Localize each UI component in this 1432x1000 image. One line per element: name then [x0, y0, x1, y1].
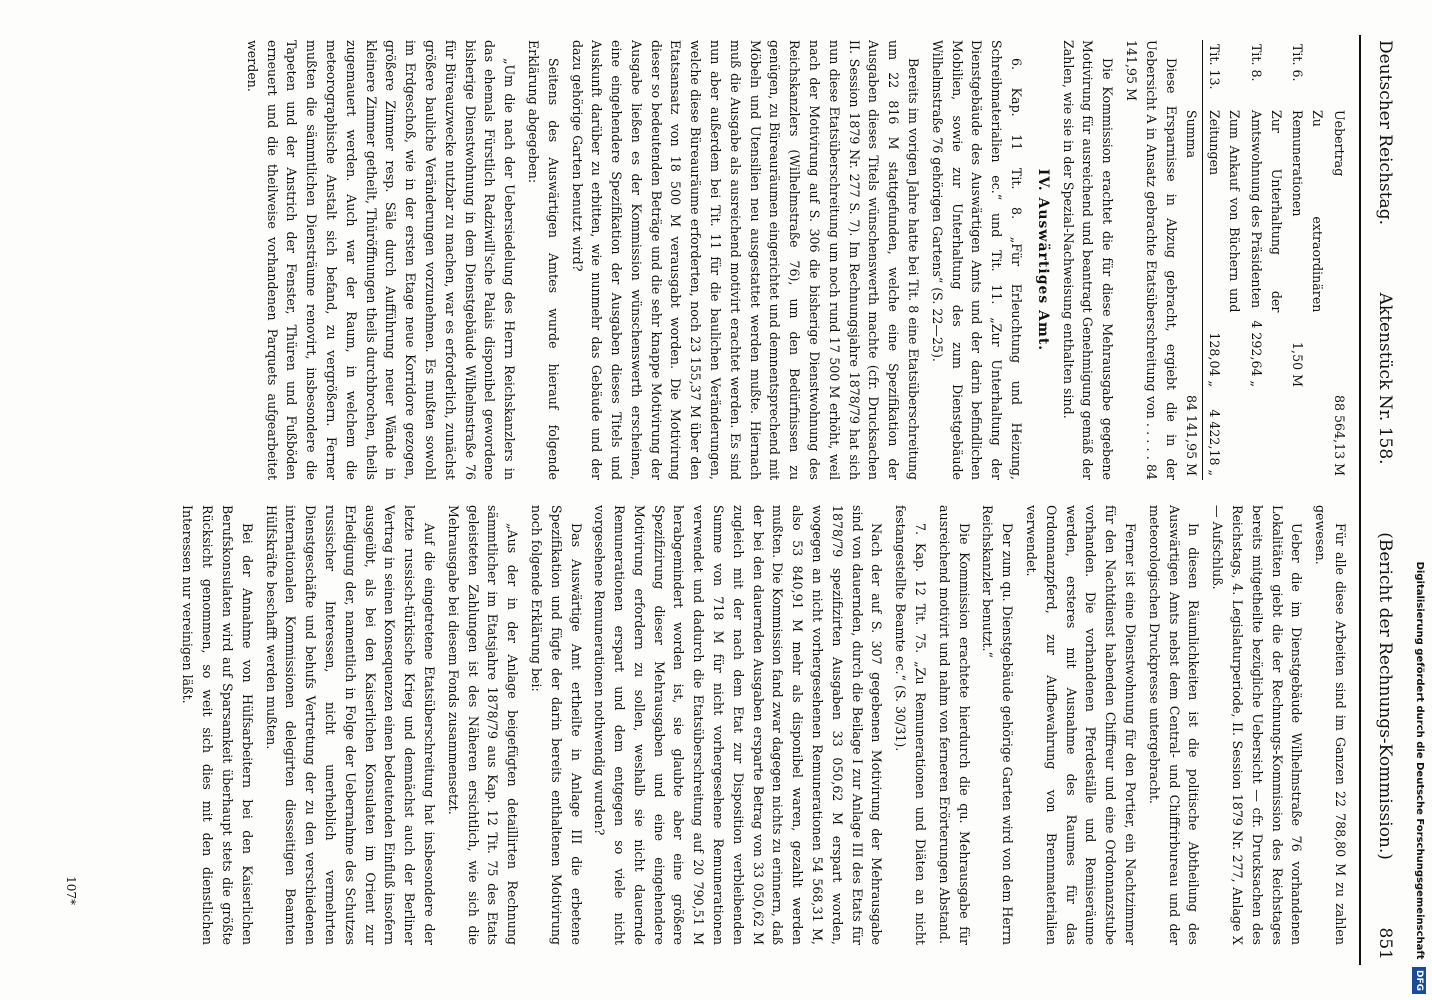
ledger-text: Zur Unterhaltung der Amtswohnung des Präsidenten	[1248, 110, 1284, 313]
paragraph: Der zum qu. Dienstgebäude gehörige Garten wird von dem Herrn Reichskanzler benutzt.“	[980, 505, 1016, 945]
dfg-logo: DFG	[1412, 967, 1426, 994]
header-rule	[1359, 35, 1361, 965]
left-paragraphs	[1058, 40, 1181, 480]
header-right: (Bericht der Rechnungs-Kommission.)	[1375, 532, 1395, 860]
ledger-amount	[1287, 391, 1329, 480]
ledger-sub: 4 292,64 „	[1248, 320, 1264, 387]
right-column	[50, 505, 1350, 945]
ledger-label	[1181, 40, 1203, 106]
ledger-sub	[1181, 316, 1203, 391]
header-center: Aktenstück Nr. 158.	[1375, 292, 1395, 465]
paragraph: „Um die nach der Uebersiedelung des Herrn Reichskanzlers in das ehemals Fürstlich Radziwill'sche Palais disponibel gewordene bisherige Dienstwohnung in dem Dienstgebäude Wilhelmstraße 76 für Büreauzwecke nutzbar zu machen, war es erforderlich, zunächst größere bauliche Veränderungen vorzunehmen. Es mußten sowohl im Erdgeschoß, wie in der ersten Etage neue Korridore gezogen, größere Zimmer resp. Säle durch Aufführung neuer Wände in kleinere Zimmer getheilt, Thüröffnungen theils durchbrochen, theils zugemauert werden. Auch war der Raum, in welchem die meteorographische Anstalt sich befand, zu vergrößern. Ferner mußten die sämmtlichen Diensträume renovirt, insbesondere die Tapeten und der Anstrich der Fenster, Thüren und Fußböden erneuert und die theilweise vorhandenen Parquets aufgearbeitet werden.	[244, 40, 518, 480]
paragraph: Diese Ersparnisse in Abzug gebracht, ergiebt die in der Uebersicht A in Ansatz gebrachte Etatsüberschreitung von . . . . . 84 141,95 M	[1124, 40, 1179, 480]
paragraph: Ferner ist eine Dienstwohnung für den Portier, ein Nachtzimmer für den Nachtdienst habenden Chiffreur und eine Ordonnanzstube vorhanden. Die vorhandenen Pferdeställe und Remiseräume werden, ersteres mit Ausnahme des Raumes für das Ordonnanzpferd, zur Aufbewahrung von Brennmaterialien verwendet.	[1024, 505, 1139, 945]
paragraph: Für alle diese Arbeiten sind im Ganzen 22 788,80 M zu zahlen gewesen.	[1313, 505, 1348, 945]
ledger-row	[1203, 40, 1245, 480]
ledger-label: Tit. 8.	[1248, 44, 1264, 82]
ledger-table	[1181, 40, 1350, 480]
ledger-label	[1328, 40, 1350, 106]
paragraph: Die Kommission erachtet die für diese Mehrausgabe gegebene Motivirung für ausreichend und beantragt Genehmigung gemäß der Zahlen, wie sie in der Spezial-Nachweisung enthalten sind.	[1060, 40, 1116, 480]
left-column	[50, 40, 1350, 480]
paragraph: Bereits im vorigen Jahre hatte bei Tit. 8 eine Etatsüberschreitung um 22 816 M stattgefunden, welche eine Spezifikation der Ausgaben dieses Titels wünschenswerth machte (cfr. Drucksachen II. Session 1879 Nr. 277 S. 7). Im Rechnungsjahre 1878/79 hat sich nun diese Etatsüberschreitung um noch rund 17 500 M erhöht, weil nach der Motivirung auf S. 306 die bisherige Dienstwohnung des Reichskanzlers (Wilhelmstraße 76), um den Bedürfnissen zu genügen, zu Büreauräumen eingerichtet und demnentsprechend mit Möbeln und Utensilien neu ausgestattet werden mußte. Hiernach muß die Ausgabe als ausreichend motivirt erachtet werden. Es sind nun aber außerdem bei Tit. 11 für die baulichen Veränderungen, welche diese Büreauräume erforderten, noch 23 155,37 M über den Etatsansatz von 18 500 M verausgabt worden. Die Motivirung dieser so bedeutenden Beträge und die sehr knappe Motivirung der Ausgabe ließen es der Kommission wünschenswerth erscheinen, eine eingehendere Spezifikation der Ausgaben dieses Titels und Auskunft darüber zu erbitten, wie nunmehr das Gebäude und der dazu gehörige Garten benutzt wird?	[569, 40, 922, 480]
paragraph: Seitens des Auswärtigen Amtes wurde hierauf folgende Erklärung abgegeben:	[525, 40, 561, 480]
paragraph: Auf die eingetretene Etatsüberschreitung hat insbesondere der letzte russisch-türkische Krieg und demnächst auch der Berliner Vertrag in seinen Konsequenzen einen bedeutenden Einfluß insofern ausgeübt, als bei den Kaiserlichen Konsulaten im Orient zur Erledigung der, namentlich in Folge der Uebernahme des Schutzes russischer Interessen, nicht unerheblich vermehrten Dienstgeschäfte und behufs Vertretung der zu den verschiedenen internationalen Kommissionen delegirten diesseitigen Beamten Hülfskräfte beschafft werden mußten.	[263, 505, 437, 945]
ledger-amount	[1245, 391, 1287, 480]
rotated-page	[25, 0, 1405, 1000]
ledger-row	[1328, 40, 1350, 480]
signature-mark: 107*	[63, 876, 78, 905]
ledger-label: Tit. 6.	[1290, 44, 1306, 82]
paragraph: Das Auswärtige Amt ertheilte in Anlage III die erbetene Spezifikation und fügte der darin bereits enthaltenen Motivirung noch folgende Erklärung bei:	[528, 505, 584, 945]
ledger-label: Tit. 13.	[1207, 44, 1223, 90]
ledger-sub: 128,04 „	[1207, 332, 1223, 387]
ledger-text: Uebertrag	[1332, 110, 1347, 177]
running-header	[1365, 40, 1405, 960]
header-left: Deutscher Reichstag.	[1375, 40, 1395, 225]
dfg-caption: Digitalisierung gefördert durch die Deutsche Forschungsgemeinschaft	[1414, 561, 1425, 960]
left-paragraphs-2	[242, 40, 1026, 480]
section-heading: IV. Auswärtiges Amt.	[1034, 168, 1051, 352]
ledger-text: Summa	[1181, 106, 1203, 316]
ledger-amount: 4 422,18 „	[1207, 409, 1223, 476]
ledger-row	[1287, 40, 1329, 480]
paragraph: „Aus der in der Anlage beigefügten detaillirten Rechnung sämmtlicher im Etatsjahre 1878/79 aus Kap. 12 Tit. 75 des Etats geleisteten Zahlungen ist des Näheren ersichtlich, wie sich die Mehrausgabe bei diesem Fonds zusammensetzt.	[445, 505, 521, 945]
paragraph: 6. Kap. 11 Tit. 8. „Für Erleuchtung und Heizung, Schreibmaterialien ec.“ und Tit. 11. „Zur Unterhaltung der Dienstgebäude des Auswärtigen Amts und der darin befindlichen Mobilien, sowie zur Unterhaltung des zum Dienstgebäude Wilhelmstraße 76 gehörigen Gartens“ (S. 22—25).	[929, 40, 1025, 480]
ledger-row	[1245, 40, 1287, 480]
paragraph: Nach der auf S. 307 gegebenen Motivirung der Mehrausgabe sind von dauernden, durch die Beilage I zur Anlage III des Etats für 1878/79 spezifizirten Ausgaben 33 050,62 M erspart worden, wogegen an nicht vorhergesehenen Remunerationen 54 568,31 M, also 53 840,91 M mehr als disponibel waren, gezahlt werden mußten. Die Kommission fand zwar dagegen nichts zu erinnern, daß der bei den dauernden Ausgaben ersparte Betrag von 33 050,62 M zugleich mit der nach dem Etat zur Disposition verbleibenden Summe von 718 M für nicht vorhergesehene Remunerationen verwendet und dadurch die Etatsüberschreitung auf 20 790,51 M herabgemindert worden ist, sie glaubte aber eine größere Spezifizirung dieser Mehrausgaben und eine eingehendere Motivirung erfordern zu sollen, weshalb sie nicht dauernde Remunerationen erspart und dem entgegen so viele nicht vorgesehene Remunerationen nothwendig wurden?	[592, 505, 885, 945]
paragraph: 7. Kap. 12 Tit. 75. „Zu Remunerationen und Diäten an nicht festangestellte Beamte ec.“ (S. 30/31).	[893, 505, 929, 945]
ledger-sub	[1328, 316, 1350, 391]
dfg-sidebar	[1408, 4, 1430, 994]
ledger-sub: 1,50 M	[1290, 342, 1306, 387]
paragraph: Ueber die im Dienstgebäude Wilhelmstraße 76 vorhandenen Lokalitäten giebt die der Rechnungs-Kommission des Reichstages bereits mitgetheilte bezügliche Uebersicht — cfr. Drucksachen des Reichstags, 4. Legislaturperiode, II. Session 1879 Nr. 277, Anlage X — Aufschluß.	[1210, 505, 1305, 945]
paragraph: Bei der Annahme von Hülfsarbeitern bei den Kaiserlichen Berufskonsulaten wird auf Sparsamkeit überhaupt stets die größte Rücksicht genommen, so weit sich dies mit den dienstlichen Interessen nur vereinigen läßt.	[180, 505, 255, 945]
paragraph: In diesen Räumlichkeiten ist die politische Abtheilung des Auswärtigen Amts nebst dem Central- und Chiffrirbureau und der meteorologischen Druckpresse untergebracht.	[1146, 505, 1202, 945]
ledger-amount: 84 141,95 M	[1181, 391, 1203, 480]
paragraph: Die Kommission erachtete hierdurch die qu. Mehrausgabe für ausreichend motivirt und nahm von ferneren Erörterungen Abstand.	[936, 505, 972, 945]
right-paragraphs	[178, 505, 1350, 945]
ledger-amount: 88 564,13 M	[1332, 395, 1347, 476]
ledger-row	[1181, 40, 1203, 480]
page-number: 851	[1375, 927, 1395, 960]
ledger-text: Zum Ankauf von Büchern und Zeitungen	[1207, 110, 1243, 313]
ledger-text: Zu extraordinären Remunerationen	[1290, 110, 1326, 313]
